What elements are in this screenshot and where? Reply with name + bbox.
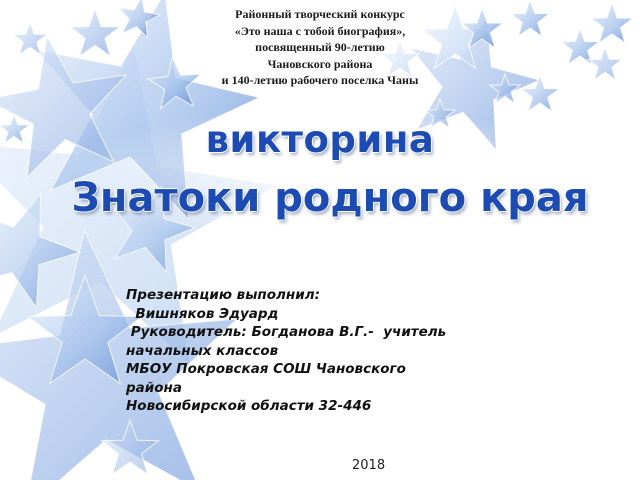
header-line: «Это наша с тобой биография»,	[234, 23, 406, 38]
quiz-title: викторина	[205, 118, 435, 161]
credits-line: начальных классов	[126, 342, 279, 359]
star-icon	[588, 47, 622, 80]
credits-line: Руководитель: Богданова В.Г.- учитель	[126, 324, 447, 340]
author-credits	[126, 286, 546, 416]
credits-line: МБОУ Покровская СОШ Чановского	[126, 361, 406, 377]
year-label: 2018	[352, 458, 386, 473]
star-icon	[561, 28, 599, 64]
star-icon	[591, 3, 633, 43]
credits-line: Вишняков Эдуард	[126, 305, 279, 322]
star-icon	[511, 0, 549, 36]
header-line: посвященный 90-летию	[255, 40, 385, 54]
header-line: и 140-летию рабочего поселка Чаны	[221, 73, 419, 87]
star-icon	[13, 22, 47, 55]
quiz-subtitle: Знатоки родного края	[71, 175, 589, 221]
credits-line: Новосибирской области 32-446	[126, 398, 372, 414]
credits-line: Презентацию выполнил:	[126, 287, 320, 303]
contest-header	[170, 6, 470, 89]
header-line: Чановского района	[267, 56, 373, 71]
header-line: Районный творческий конкурс	[235, 7, 405, 21]
credits-line: района	[126, 379, 182, 396]
star-icon	[70, 9, 119, 56]
